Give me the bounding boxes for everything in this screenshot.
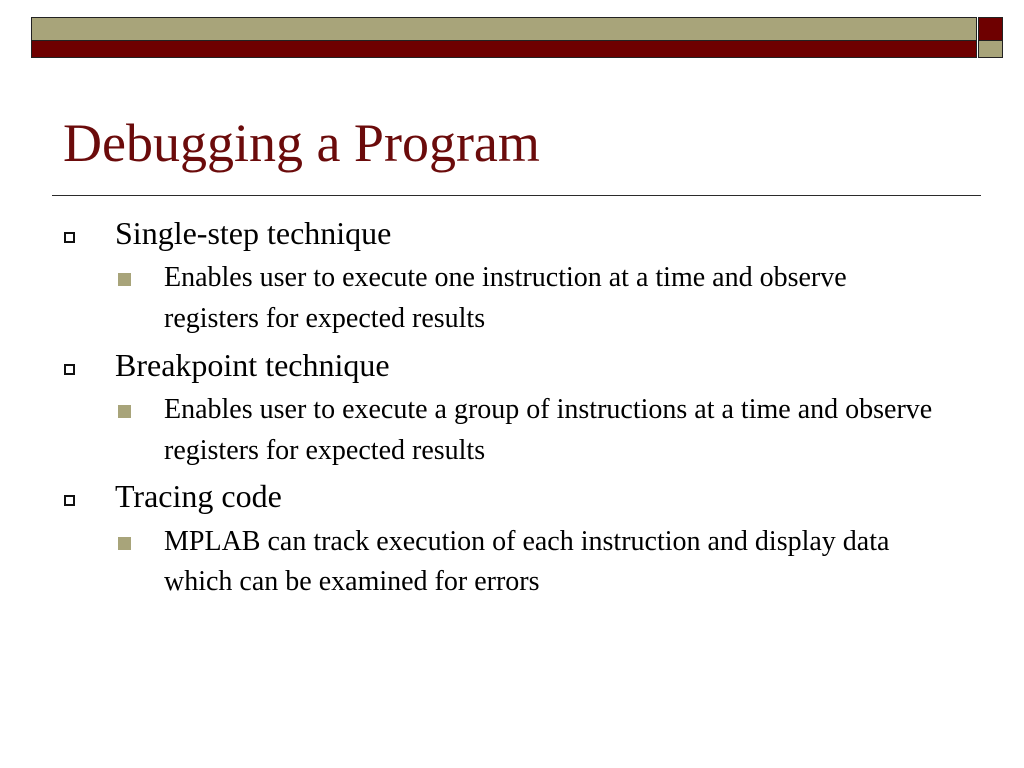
sub-bullet-tracing bbox=[0, 522, 1024, 603]
sub-bullet-single-step bbox=[0, 258, 1024, 339]
bullet-single-step bbox=[0, 214, 1024, 252]
sub-bullet-text: Enables user to execute one instruction at a time and observe registers for expected results bbox=[164, 262, 847, 334]
header-square-maroon bbox=[978, 17, 1003, 41]
bullet-text: Tracing code bbox=[115, 478, 282, 515]
header-bar-olive bbox=[31, 17, 977, 41]
sub-bullet-breakpoint bbox=[0, 390, 1024, 471]
hollow-square-bullet-icon bbox=[64, 232, 75, 243]
bullet-text: Breakpoint technique bbox=[115, 346, 390, 383]
slide-content bbox=[0, 214, 1024, 609]
sub-bullet-text: Enables user to execute a group of instructions at a time and observe registers for expected results bbox=[164, 393, 933, 466]
header-bar-maroon bbox=[31, 41, 977, 58]
hollow-square-bullet-icon bbox=[64, 364, 75, 375]
solid-square-bullet-icon bbox=[118, 273, 131, 286]
bullet-text: Single-step technique bbox=[115, 215, 392, 251]
header-square-olive bbox=[978, 41, 1003, 58]
slide-title: Debugging a Program bbox=[63, 113, 540, 173]
hollow-square-bullet-icon bbox=[64, 495, 75, 506]
sub-bullet-text: MPLAB can track execution of each instruction and display data which can be examined for errors bbox=[164, 525, 890, 598]
bullet-breakpoint bbox=[0, 346, 1024, 384]
solid-square-bullet-icon bbox=[118, 405, 131, 418]
solid-square-bullet-icon bbox=[118, 537, 131, 550]
bullet-tracing bbox=[0, 477, 1024, 515]
title-divider bbox=[52, 195, 981, 196]
